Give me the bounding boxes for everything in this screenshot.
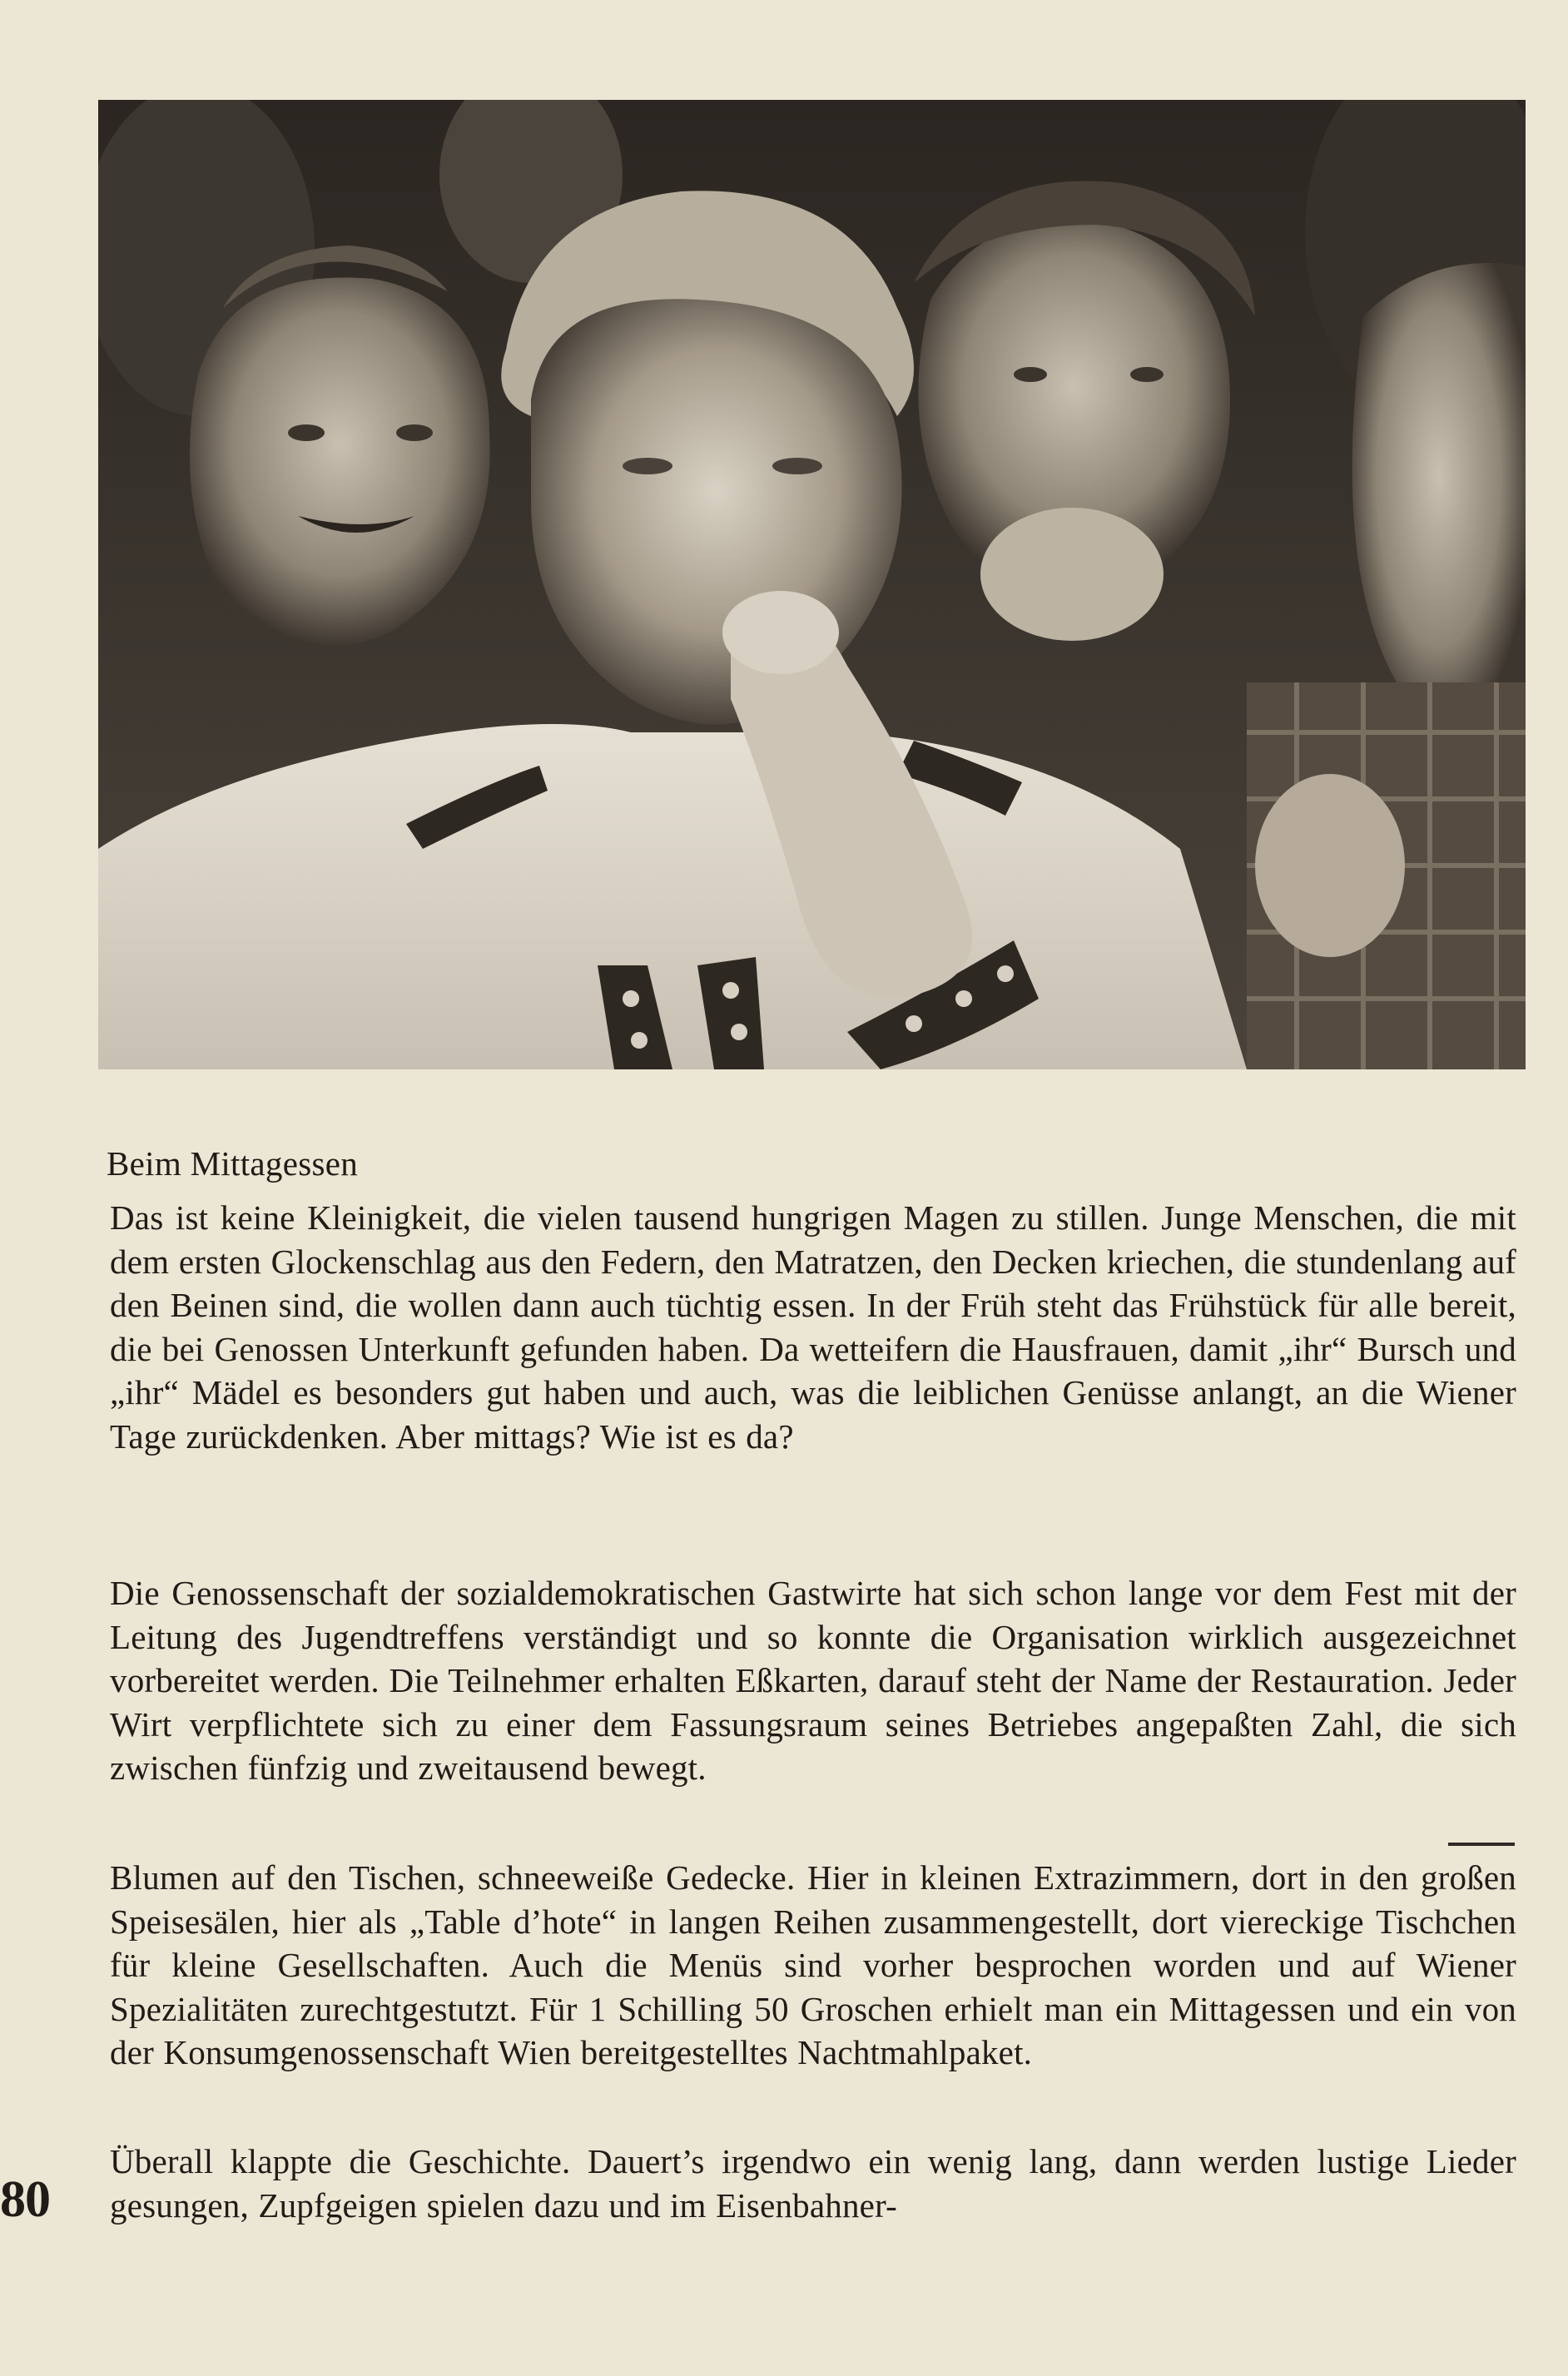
caption-title: Beim Mittagessen: [107, 1144, 359, 1183]
paragraph-3: Blumen auf den Tischen, schneeweiße Gedecke. Hier in kleinen Extrazimmern, dort in den großen Speisesälen, hier als „Table d’hote“ in langen Reihen zusammengestellt, dort viereckige Tischchen für kleine Gesellschaften. Auch die Menüs sind vorher besprochen worden und auf Wiener Spezialitäten zurechtgestutzt. Für 1 Schilling 50 Groschen erhielt man ein Mittagessen und ein von der Konsumgenossenschaft Wien bereitgestelltes Nachtmahlpaket.: [110, 1858, 1516, 2071]
paragraph-1: Das ist keine Kleinigkeit, die vielen tausend hungrigen Magen zu stillen. Junge Menschen, die mit dem ersten Glockenschlag aus den Federn, den Matratzen, den Decken kriechen, die stundenlang auf den Beinen sind, die wollen dann auch tüchtig essen. In der Früh steht das Frühstück für alle bereit, die bei Genossen Unterkunft gefunden haben. Da wetteifern die Hausfrauen, damit „ihr“ Bursch und „ihr“ Mädel es besonders gut haben und auch, was die leiblichen Genüsse anlangt, an die Wiener Tage zurückdenken. Aber mittags? Wie ist es da?: [110, 1198, 1516, 1456]
page-number: 80: [0, 2171, 50, 2228]
paragraph-2: Die Genossenschaft der sozialdemokratischen Gastwirte hat sich schon lange vor dem Fest mit der Leitung des Jugendtreffens verständigt und so konnte die Organisation wirklich ausgezeichnet vorbereitet werden. Die Teilnehmer erhalten Eßkarten, darauf steht der Name der Restauration. Jeder Wirt verpflichtete sich zu einer dem Fassungsraum seines Betriebes angepaßten Zahl, die sich zwischen fünfzig und zweitausend bewegt.: [110, 1574, 1516, 1787]
photo: [98, 100, 1526, 1069]
photo-children-eating-icon: [98, 100, 1526, 1069]
paragraph-4: Überall klappte die Geschichte. Dauert’s irgendwo ein wenig lang, dann werden lustige Lieder gesungen, Zupfgeigen spielen dazu und im Eisenbahner-: [110, 2142, 1516, 2225]
divider: [1448, 1843, 1515, 1846]
